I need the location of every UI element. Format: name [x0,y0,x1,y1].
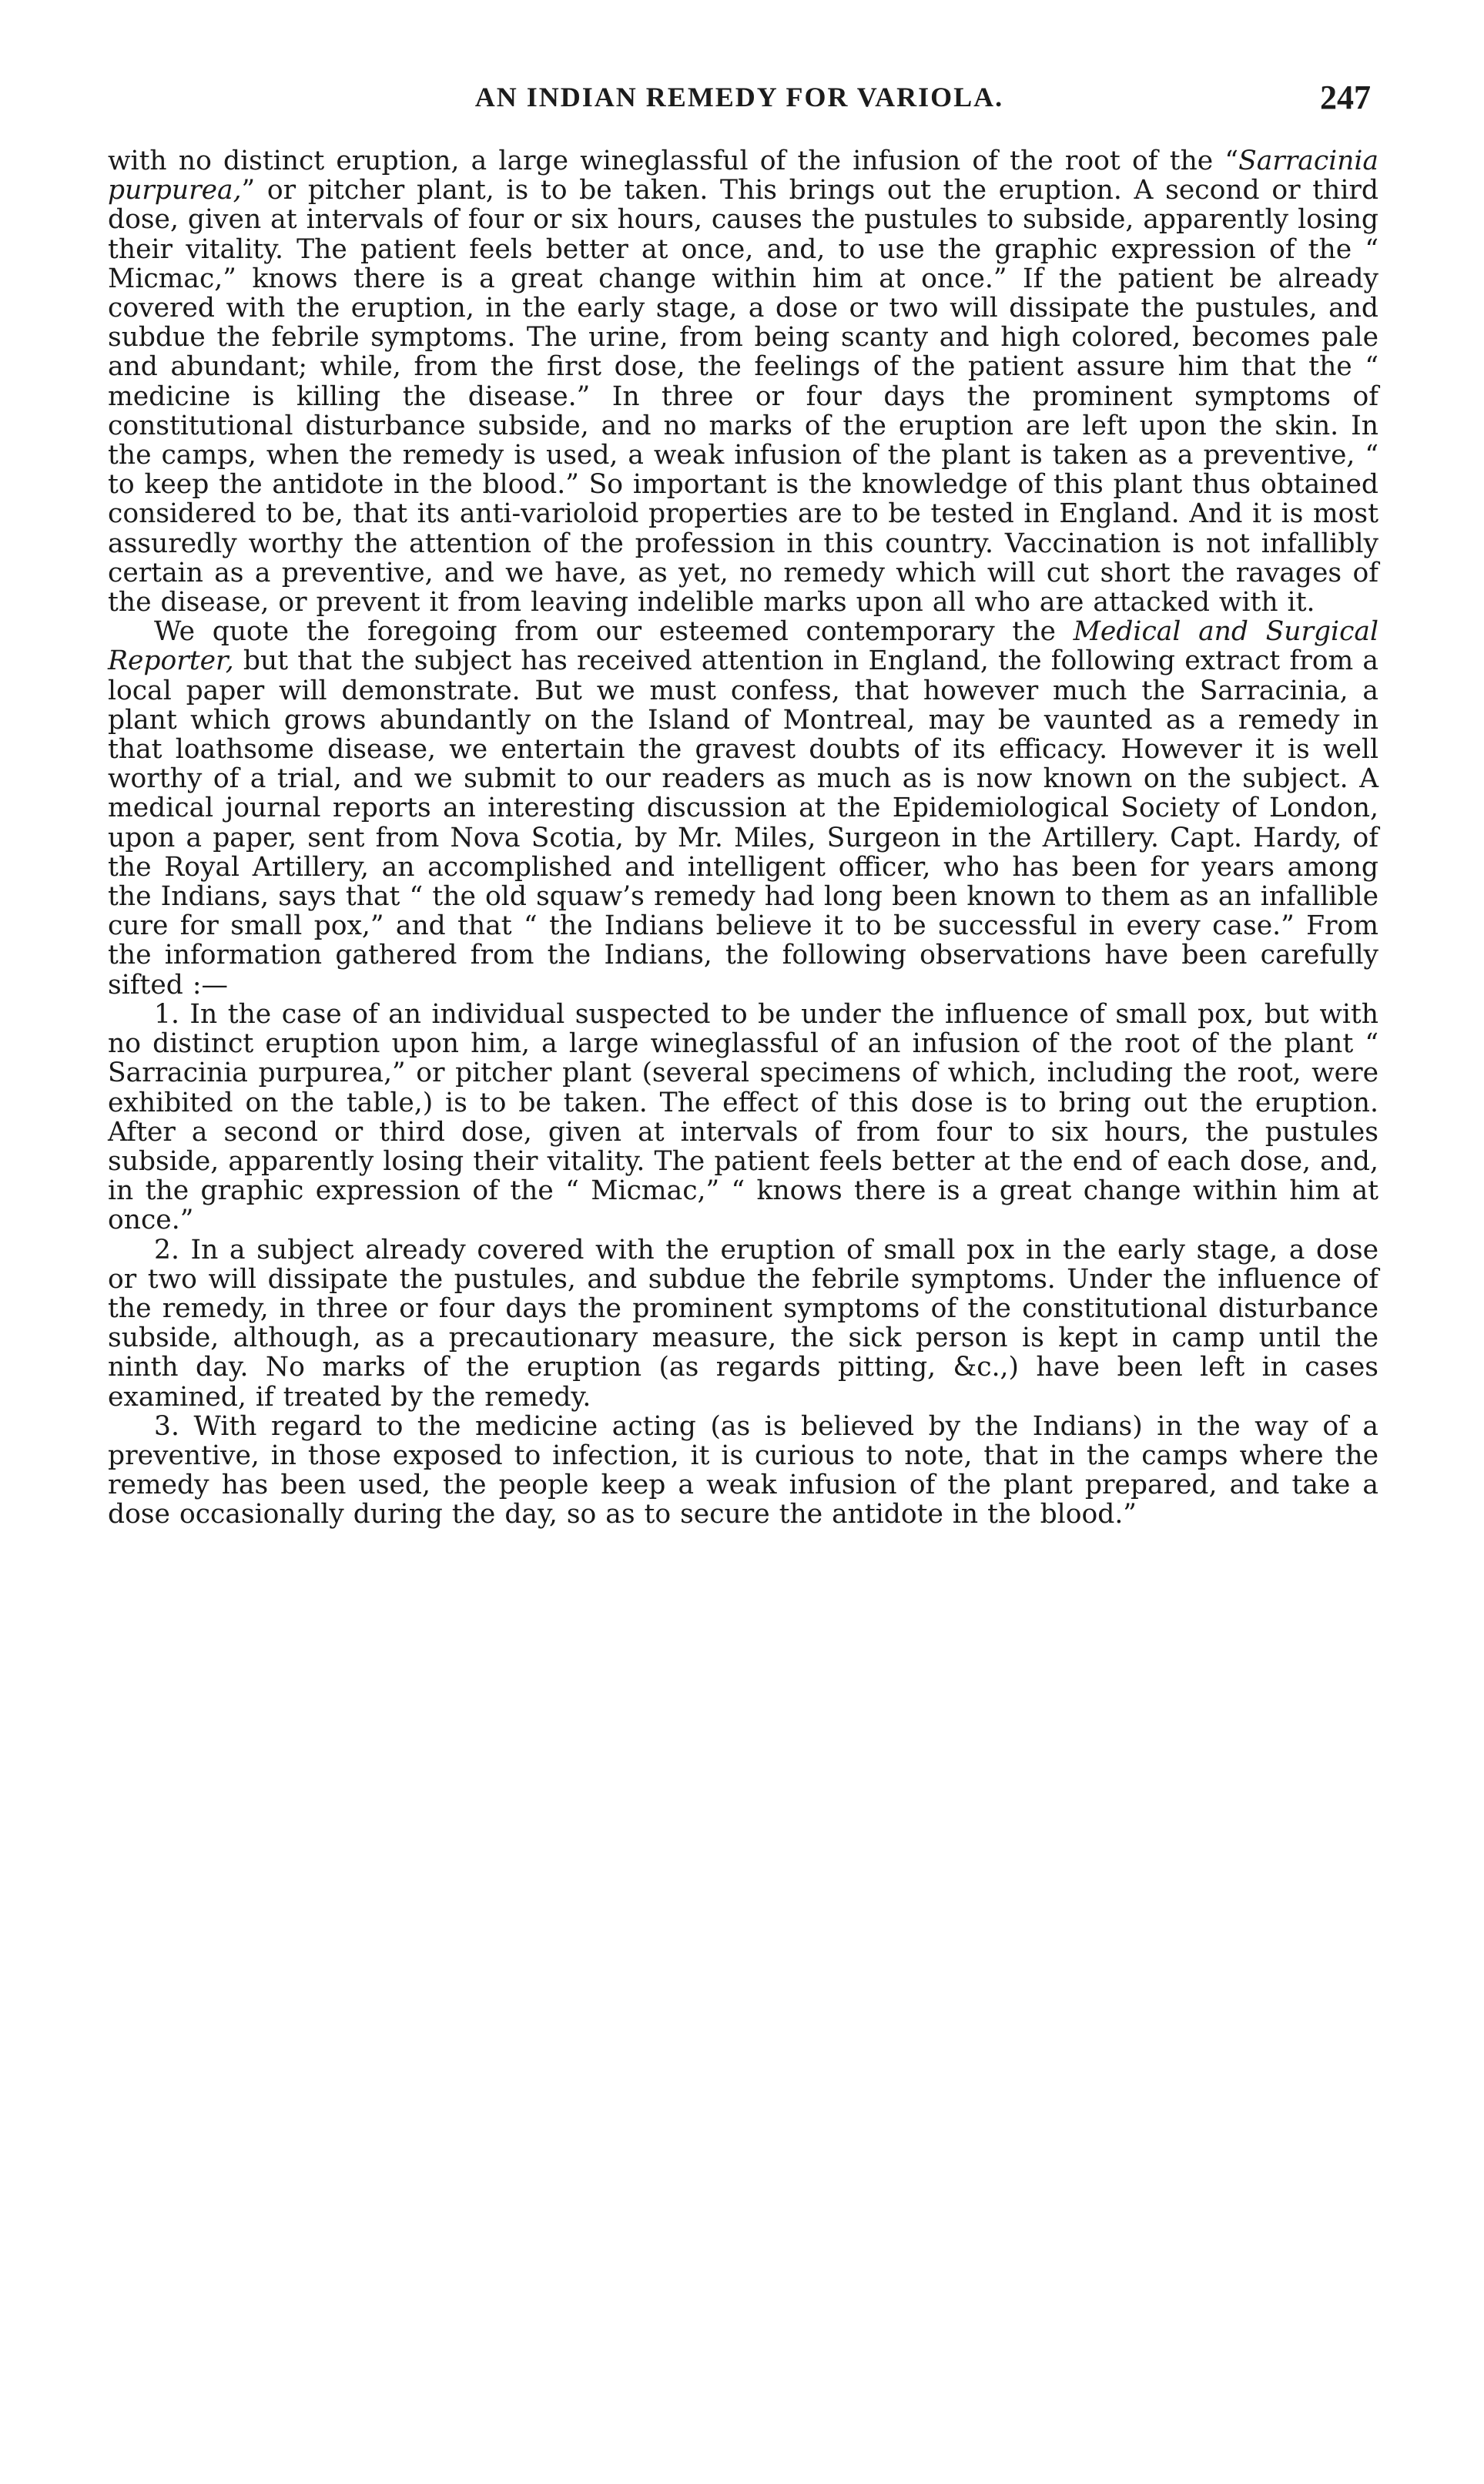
numbered-observation-3: 3. With regard to the medicine acting (as is believed by the Indians) in the way of a preventive, in those exposed to infection, it is curious to note, that in the camps where the remedy has been used, the people keep a weak infusion of the plant prepared, and take a dose occasionally during the day, so as to secure the antidote in the blood.” [108,1410,1378,1530]
paragraph-text: We quote the foregoing from our esteemed contemporary the [154,616,1074,648]
italic-journal-title: Medical and Surgical Reporter, [108,616,1379,677]
numbered-observation-2: 2. In a subject already covered with the eruption of small pox in the early stage, a dose or two will dissipate the pustules, and subdue the febrile symptoms. Under the influence of the remedy, in three or four days the prominent symptoms of the constitutional disturbance subside, although, as a precautionary measure, the sick person is kept in camp until the ninth day. No marks of the eruption (as regards pitting, &c.,) have been left in cases examined, if treated by the remedy. [108,1234,1378,1413]
page-number: 247 [1320,79,1371,116]
paragraph-continuation [108,146,1378,617]
paragraph-text: with no distinct eruption, a large wineglassful of the infusion of the root of the “ [108,146,1239,176]
paragraph-text: but that the subject has received attention in England, the following extract from a local paper will demonstrate. But we must confess, that however much the Sarracinia, a plant which grows abundantly on the Island of Montreal, may be vaunted as a remedy in that loathsome disease, we entertain the gravest doubts of its efficacy. However it is well worthy of a trial, and we submit to our readers as much as is now known on the subject. A medical journal reports an interesting discussion at the Epidemiological Society of London, upon a paper, sent from Nova Scotia, by Mr. Miles, Surgeon in the Artillery. Capt. Hardy, of the Royal Artillery, an accomplished and intelligent officer, who has been for years among the Indians, says that “ the old squaw’s remedy had long been known to them as an infallible cure for small pox,” and that “ the Indians believe it to be successful in every case.” From the information gathered from the Indians, the following observations have been carefully sifted :— [108,645,1378,1001]
running-title: AN INDIAN REMEDY FOR VARIOLA. [474,82,1004,112]
running-head [108,81,1371,127]
numbered-observation-1: 1. In the case of an individual suspected to be under the influence of small pox, but with no distinct eruption upon him, a large wineglassful of an infusion of the root of the plant “ Sarracinia purpurea,” or pitcher plant (several specimens of which, including the root, were exhibited on the table,) is to be taken. The effect of this dose is to bring out the eruption. After a second or third dose, given at intervals of from four to six hours, the pustules subside, apparently losing their vitality. The patient feels better at the end of each dose, and, in the graphic expression of the “ Micmac,” “ knows there is a great change within him at once.” [108,998,1378,1236]
body-text [108,146,1378,1530]
paragraph-editorial [108,617,1378,1000]
italic-plant-name: Sarracinia purpurea, [108,146,1378,206]
paragraph-text: ” or pitcher plant, is to be taken. This brings out the eruption. A second or third dose, given at intervals of four or six hours, causes the pustules to subside, apparently losing their vitality. The patient feels better at once, and, to use the graphic expression of the “ Micmac,” knows there is a great change within him at once.” If the patient be already covered with the eruption, in the early stage, a dose or two will dissipate the pustules, and subdue the febrile symptoms. The urine, from being scanty and high colored, becomes pale and abundant; while, from the first dose, the feelings of the patient assure him that the “ medicine is killing the disease.” In three or four days the prominent symptoms of constitutional disturbance subside, and no marks of the eruption are left upon the skin. In the camps, when the remedy is used, a weak infusion of the plant is taken as a preventive, “ to keep the antidote in the blood.” So important is the knowledge of this plant thus obtained considered to be, that its anti-varioloid properties are to be tested in England. And it is most assuredly worthy the attention of the profession in this country. Vaccination is not infallibly certain as a preventive, and we have, as yet, no remedy which will cut short the ravages of the disease, or prevent it from leaving indelible marks upon all who are attacked with it. [108,175,1378,618]
